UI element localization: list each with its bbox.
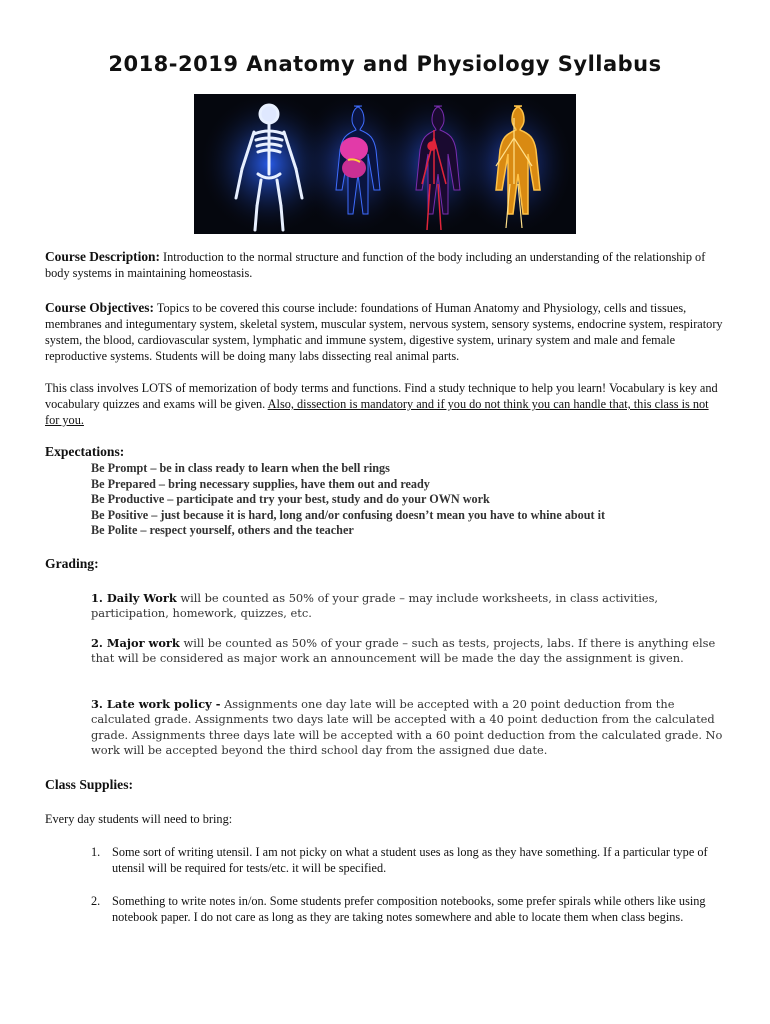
class-supplies-heading: Class Supplies: [45, 777, 134, 792]
expectations-list [91, 461, 605, 539]
expectations-heading: Expectations: [45, 444, 125, 459]
grading-item-late-work [91, 697, 726, 759]
supply-item-number: 1. [91, 845, 101, 859]
page-title: 2018-2019 Anatomy and Physiology Syllabus [108, 52, 662, 76]
grading-item-label: 1. Daily Work [91, 591, 177, 605]
expectation-item: Be Positive – just because it is hard, long and/or confusing doesn’t mean you have to whine about it [91, 507, 606, 522]
expectation-item: Be Polite – respect yourself, others and the teacher [91, 523, 354, 538]
supply-item-text: Some sort of writing utensil. I am not picky on what a student uses as long as they have something. If a particular type of utensil will be required for tests/etc. it will be specified. [112, 845, 708, 875]
grading-item-text: Assignments one day late will be accepted with a 20 point deduction from the calculated grade. Assignments two days late will be accepted with a 40 point deduction from the calculated grade. Assignments three days late will be accepted with a 60 point deduction from the calculated grade. No work will be accepted beyond the third school day from the assigned due date. [91, 697, 723, 758]
grading-item-label: 2. Major work [91, 636, 180, 650]
course-description-text: Introduction to the normal structure and function of the body including an understanding of the relationship of body systems in maintaining homeostasis. [45, 250, 706, 280]
expectation-item: Be Prompt – be in class ready to learn when the bell rings [91, 461, 390, 475]
grading-item-major-work [91, 636, 726, 667]
body-systems-illustration [194, 94, 576, 234]
course-objectives [45, 300, 725, 364]
memorization-paragraph [45, 380, 725, 428]
course-description-label: Course Description: [45, 249, 160, 264]
supply-item-text: Something to write notes in/on. Some students prefer composition notebooks, some prefer spirals while others like using notebook paper. I do not care as long as they are taking notes somewhere and able to locate them when class begins. [112, 894, 706, 924]
course-description [45, 249, 725, 281]
grading-item-text: will be counted as 50% of your grade – such as tests, projects, labs. If there is anything else that will be considered as major work an announcement will be made the day the assignment is given. [91, 636, 716, 666]
course-objectives-label: Course Objectives: [45, 300, 154, 315]
grading-item-text: will be counted as 50% of your grade – may include worksheets, in class activities, participation, homework, quizzes, etc. [91, 591, 659, 621]
supply-item-number: 2. [91, 894, 101, 908]
memorization-text: This class involves LOTS of memorization of body terms and functions. Find a study technique to help you learn! Vocabulary is key and vocabulary quizzes and exams will be given. [45, 381, 718, 411]
expectation-item: Be Prepared – bring necessary supplies, have them out and ready [91, 476, 430, 491]
grading-item-label: 3. Late work policy - [91, 697, 221, 711]
supplies-intro: Every day students will need to bring: [45, 812, 233, 826]
course-objectives-text: Topics to be covered this course include: foundations of Human Anatomy and Physiology, cells and tissues, membranes and integumentary system, skeletal system, muscular system, nervous system, sensory systems, endocrine system, respiratory system, the blood, cardiovascular system, lymphatic and immune system, digestive system, urinary system and male and female reproductive systems. Students will be doing many labs dissecting real animal parts. [45, 301, 723, 363]
expectation-item: Be Productive – participate and try your best, study and do your OWN work [91, 492, 490, 507]
grading-heading: Grading: [45, 556, 99, 571]
body-systems-image [194, 94, 576, 234]
grading-item-daily-work [91, 591, 726, 622]
dissection-notice: Also, dissection is mandatory and if you do not think you can handle that, this class is not for you. [45, 397, 709, 427]
